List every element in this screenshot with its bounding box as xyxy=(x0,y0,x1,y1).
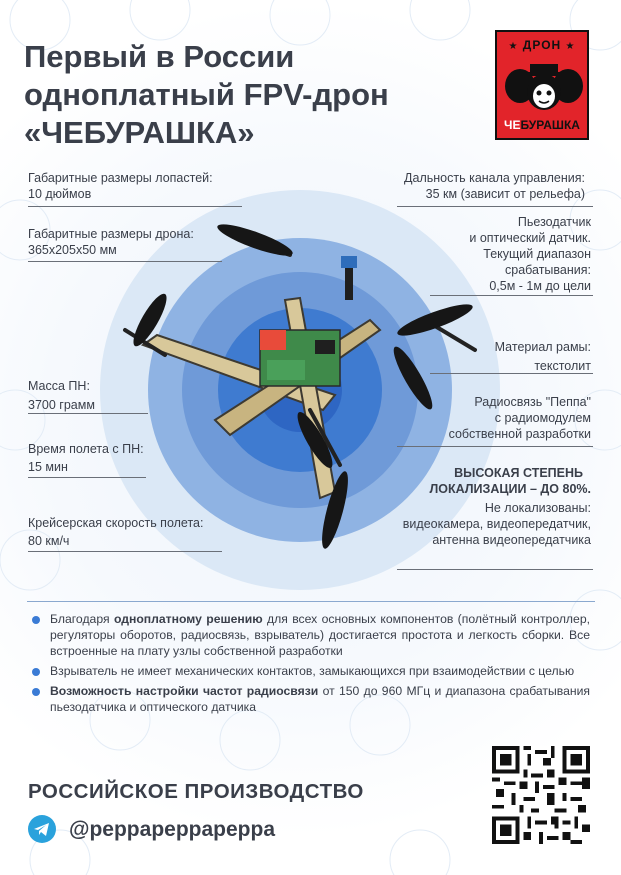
logo-top-label xyxy=(497,38,587,52)
list-item xyxy=(28,683,590,715)
spec-line: Пьезодатчик xyxy=(517,215,591,229)
star-icon: ★ xyxy=(565,41,576,52)
divider xyxy=(28,413,148,414)
spec-label: Габаритные размеры лопастей: xyxy=(28,171,213,185)
spec-label: Дальность канала управления: xyxy=(404,171,585,185)
spec-line: видеокамера, видеопередатчик, xyxy=(402,517,591,531)
logo-bottom-label xyxy=(497,118,587,132)
spec-value: 80 км/ч xyxy=(28,534,70,548)
bullet-bold: одноплатному решению xyxy=(113,612,263,626)
divider xyxy=(28,261,222,262)
spec-sensors xyxy=(469,214,591,294)
star-icon: ★ xyxy=(508,41,519,52)
bullet-text: Взрыватель не имеет механических контактов, замыкающихся при взаимодействии с целью xyxy=(50,664,575,678)
spec-line: Не локализованы: xyxy=(484,501,591,515)
divider xyxy=(28,477,146,478)
logo-top-text: ДРОН xyxy=(522,38,562,52)
feature-list xyxy=(28,611,590,719)
cheburashka-logo xyxy=(495,30,589,140)
title-line-1: Первый в России xyxy=(24,39,295,74)
list-item xyxy=(28,611,590,659)
spec-label: Крейсерская скорость полета: xyxy=(28,516,204,530)
spec-label: Материал рамы: xyxy=(494,340,591,354)
cheburashka-face-icon xyxy=(504,56,584,118)
spec-drone-size xyxy=(28,226,194,258)
list-item xyxy=(28,663,590,679)
spec-line: ВЫСОКАЯ СТЕПЕНЬ xyxy=(454,466,583,480)
spec-payload-mass xyxy=(28,378,95,413)
spec-value: текстолит xyxy=(534,359,591,373)
spec-line: с радиомодулем xyxy=(494,411,591,425)
spec-line: 0,5м - 1м до цели xyxy=(489,279,591,293)
section-divider xyxy=(27,601,595,602)
divider xyxy=(28,206,242,207)
spec-label: Масса ПН: xyxy=(28,379,90,393)
bullet-icon xyxy=(32,668,40,676)
spec-line: ЛОКАЛИЗАЦИИ – ДО 80%. xyxy=(429,482,591,496)
divider xyxy=(397,446,593,447)
spec-non-localized xyxy=(403,500,591,548)
divider xyxy=(430,295,593,296)
title-line-3: «ЧЕБУРАШКА» xyxy=(24,115,255,150)
telegram-handle-link[interactable]: @peppapeppapeppa xyxy=(69,818,276,841)
localization-heading xyxy=(429,465,591,497)
spec-control-range xyxy=(404,170,585,202)
spec-value: 15 мин xyxy=(28,460,68,474)
spec-line: Текущий диапазон xyxy=(483,247,591,261)
spec-label: Время полета с ПН: xyxy=(28,442,144,456)
telegram-icon[interactable] xyxy=(28,815,56,843)
bullet-text: для всех основных компонентов (полётный контроллер, регуляторы оборотов, радиосвязь, взрыватель) достигается простота и легкость сборки. Все встроенные на плату узлы собственной разработки xyxy=(50,612,590,658)
logo-bottom-prefix: ЧЕ xyxy=(504,118,521,132)
spec-radio xyxy=(449,394,591,442)
bullet-bold: Возможность настройки частот радиосвязи xyxy=(50,684,319,698)
spec-line: собственной разработки xyxy=(448,427,591,441)
spec-line: антенна видеопередатчика xyxy=(432,533,591,547)
spec-line: срабатывания: xyxy=(505,263,591,277)
spec-label: Габаритные размеры дрона: xyxy=(28,227,194,241)
spec-flight-time xyxy=(28,441,144,475)
divider xyxy=(397,206,593,207)
divider xyxy=(430,373,593,374)
qr-code-icon[interactable] xyxy=(492,746,590,844)
page-title xyxy=(24,38,444,152)
spec-value: 365х205х50 мм xyxy=(28,243,117,257)
spec-line: и оптический датчик. xyxy=(469,231,591,245)
bullet-text: Благодаря xyxy=(50,612,114,626)
spec-frame-material xyxy=(495,339,591,374)
spec-value: 10 дюймов xyxy=(28,187,92,201)
spec-blade-size xyxy=(28,170,213,202)
spec-line: Радиосвязь "Пеппа" xyxy=(474,395,591,409)
spec-cruise-speed xyxy=(28,515,203,549)
bullet-text: от 150 до 960 МГц и диапазона срабатывания пьезодатчика и оптического датчика xyxy=(50,684,590,714)
made-in-russia-label: РОССИЙСКОЕ ПРОИЗВОДСТВО xyxy=(28,780,364,803)
spec-value: 3700 грамм xyxy=(28,398,95,412)
bullet-icon xyxy=(32,688,40,696)
divider xyxy=(28,551,222,552)
divider xyxy=(397,569,593,570)
spec-value: 35 км (зависит от рельефа) xyxy=(425,187,585,201)
logo-bottom-rest: БУРАШКА xyxy=(520,118,580,132)
title-line-2: одноплатный FPV-дрон xyxy=(24,77,389,112)
bullet-icon xyxy=(32,616,40,624)
